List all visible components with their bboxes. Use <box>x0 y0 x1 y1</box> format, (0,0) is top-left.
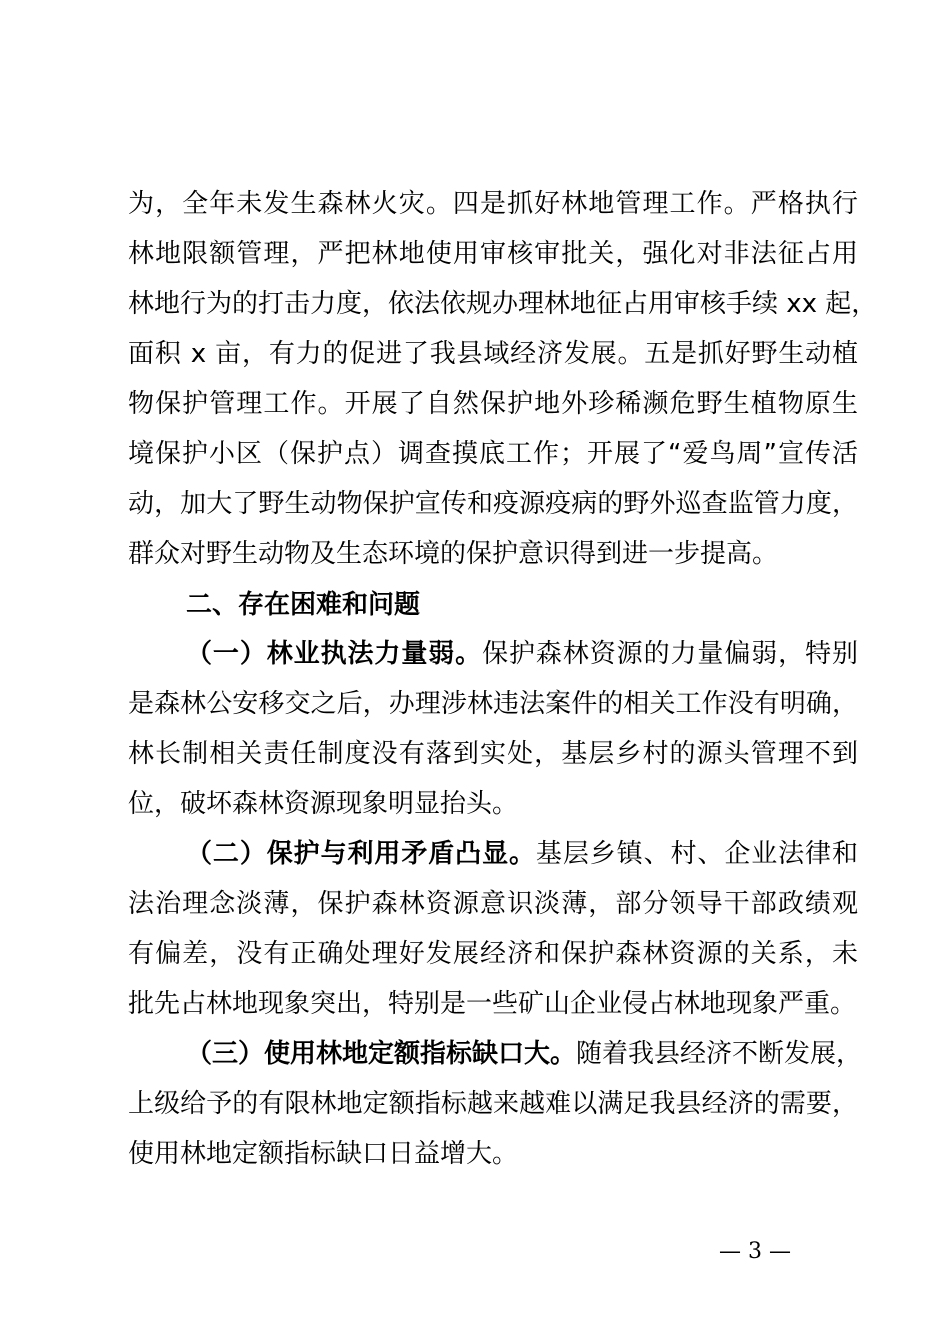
body-line: 林地限额管理，严把林地使用审核审批关，强化对非法征占用 <box>128 239 858 269</box>
section-heading: 二、存在困难和问题 <box>186 590 421 620</box>
item-3-title: （三）使用林地定额指标缺口大。 <box>186 1039 577 1069</box>
item-2-first-line <box>186 834 858 874</box>
body-line: 物保护管理工作。开展了自然保护地外珍稀濒危野生植物原生 <box>128 389 858 419</box>
body-line: 有偏差，没有正确处理好发展经济和保护森林资源的关系，未 <box>128 939 858 969</box>
body-line: 为，全年未发生森林火灾。四是抓好林地管理工作。严格执行 <box>128 189 858 219</box>
body-line: 林地行为的打击力度，依法依规办理林地征占用审核手续 xx 起， <box>128 289 878 319</box>
body-line: 境保护小区（保护点）调查摸底工作；开展了“爱鸟周”宣传活 <box>128 439 858 469</box>
item-2-text: 基层乡镇、村、企业法律和 <box>535 839 858 869</box>
item-1-text: 保护森林资源的力量偏弱，特别 <box>482 639 858 669</box>
body-line: 动，加大了野生动物保护宣传和疫源疫病的野外巡查监管力度， <box>128 489 858 519</box>
page-number: — 3 — <box>719 1239 791 1264</box>
body-line: 群众对野生动物及生态环境的保护意识得到进一步提高。 <box>128 539 779 569</box>
item-3-first-line <box>186 1034 863 1074</box>
body-line: 是森林公安移交之后，办理涉林违法案件的相关工作没有明确， <box>128 689 858 719</box>
item-1-first-line <box>186 634 858 674</box>
body-line: 使用林地定额指标缺口日益增大。 <box>128 1139 519 1169</box>
body-line: 位，破坏森林资源现象明显抬头。 <box>128 789 519 819</box>
body-line: 法治理念淡薄，保护森林资源意识淡薄，部分领导干部政绩观 <box>128 889 858 919</box>
item-2-title: （二）保护与利用矛盾凸显。 <box>186 839 536 869</box>
item-1-title: （一）林业执法力量弱。 <box>186 639 483 669</box>
body-line: 面积 x 亩，有力的促进了我县域经济发展。五是抓好野生动植 <box>128 339 858 369</box>
body-line: 上级给予的有限林地定额指标越来越难以满足我县经济的需要， <box>128 1089 858 1119</box>
body-line: 批先占林地现象突出，特别是一些矿山企业侵占林地现象严重。 <box>128 989 857 1019</box>
body-line: 林长制相关责任制度没有落到实处，基层乡村的源头管理不到 <box>128 739 858 769</box>
item-3-text: 随着我县经济不断发展， <box>576 1039 863 1069</box>
